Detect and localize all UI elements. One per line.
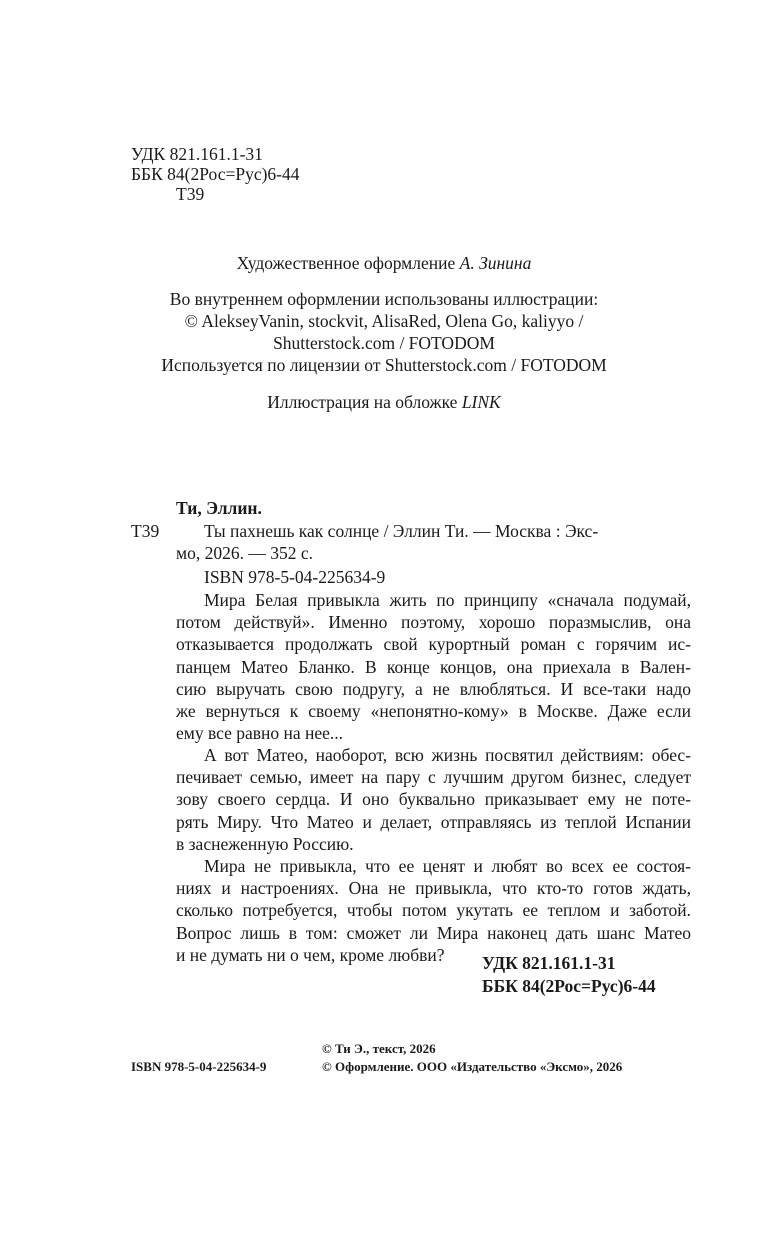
author-mark-code: Т39 xyxy=(176,184,205,204)
udk-code: УДК 821.161.1-31 xyxy=(131,144,263,164)
design-credit xyxy=(0,252,768,274)
cover-credit-label: Иллюстрация на обложке xyxy=(267,392,462,412)
annotation-line: печивает семью, имеет на пару с лучшим другом бизнес, следует xyxy=(176,767,691,788)
bottom-udk-code: УДК 821.161.1-31 xyxy=(482,953,616,973)
license-line: Используется по лицензии от Shutterstock.com / FOTODOM xyxy=(161,355,607,375)
illustrations-line-3: Shutterstock.com / FOTODOM xyxy=(273,333,495,353)
annotation-line: А вот Матео, наоборот, всю жизнь посвятил действиям: обес- xyxy=(204,745,691,765)
bbk-code: ББК 84(2Рос=Рус)6-44 xyxy=(131,164,300,184)
illustrations-line-1: Во внутреннем оформлении использованы иллюстрации: xyxy=(169,289,599,309)
annotation-line: в заснеженную Россию. xyxy=(176,833,354,854)
catalog-author: Ти, Эллин. xyxy=(176,498,262,518)
annotation-line: Мира не привыкла, что ее ценят и любят во всех ее состоя- xyxy=(204,856,691,876)
annotation-paragraph-2 xyxy=(176,744,691,855)
annotation-line: Вопрос лишь в том: сможет ли Мира наконец дать шанс Матео xyxy=(176,922,691,943)
copyright-design: © Оформление. ООО «Издательство «Эксмо», 2026 xyxy=(322,1059,623,1074)
catalog-isbn: ISBN 978-5-04-225634-9 xyxy=(204,567,386,587)
annotation-line: рять Миру. Что Матео и делает, отправляясь из теплой Испании xyxy=(176,811,691,832)
design-credit-name: А. Зинина xyxy=(459,253,532,273)
annotation-paragraph-1 xyxy=(176,589,691,744)
annotation-line: Мира Белая привыкла жить по принципу «сначала подумай, xyxy=(204,590,691,610)
annotation-line: ему все равно на нее... xyxy=(176,723,344,744)
annotation-line: же вернуться к своему «непонятно-кому» в Москве. Даже если xyxy=(176,701,691,722)
annotation-line: зову своего сердца. И оно буквально приказывает ему не поте- xyxy=(176,789,691,810)
annotation-line: сию выручать свою подругу, а не влюбляться. И все-таки надо xyxy=(176,678,691,699)
annotation-line: сколько потребуется, чтобы потом укутать ее теплом и заботой. xyxy=(176,900,691,921)
bottom-bbk-code: ББК 84(2Рос=Рус)6-44 xyxy=(482,976,656,996)
annotation-line: потом действуй». Именно поэтому, хорошо поразмыслив, она xyxy=(176,612,691,633)
footer-isbn: ISBN 978-5-04-225634-9 xyxy=(131,1059,267,1074)
top-classification-block xyxy=(131,144,300,204)
illustrations-line-2: © AlekseyVanin, stockvit, AlisaRed, Olena Go, kaliyyo / xyxy=(184,311,584,331)
catalog-title-line-2: мо, 2026. — 352 с. xyxy=(176,543,313,563)
copyright-text: © Ти Э., текст, 2026 xyxy=(322,1041,436,1056)
annotation-paragraph-3 xyxy=(176,855,691,966)
annotation-line: ниях и настроениях. Она не привыкла, что кто-то готов ждать, xyxy=(176,878,691,899)
cover-credit xyxy=(0,391,768,413)
annotation-line: панцем Матео Бланко. В конце концов, она приехала в Вален- xyxy=(176,656,691,677)
annotation-line: и не думать ни о чем, кроме любви? xyxy=(176,944,445,965)
catalog-code: Т39 xyxy=(131,521,160,541)
cover-credit-name: LINK xyxy=(461,392,501,412)
design-credit-label: Художественное оформление xyxy=(236,253,460,273)
annotation-line: отказывается продолжать свой курортный роман с горячим ис- xyxy=(176,634,691,655)
catalog-title-line-1: Ты пахнешь как солнце / Эллин Ти. — Москва : Экс- xyxy=(204,521,599,541)
